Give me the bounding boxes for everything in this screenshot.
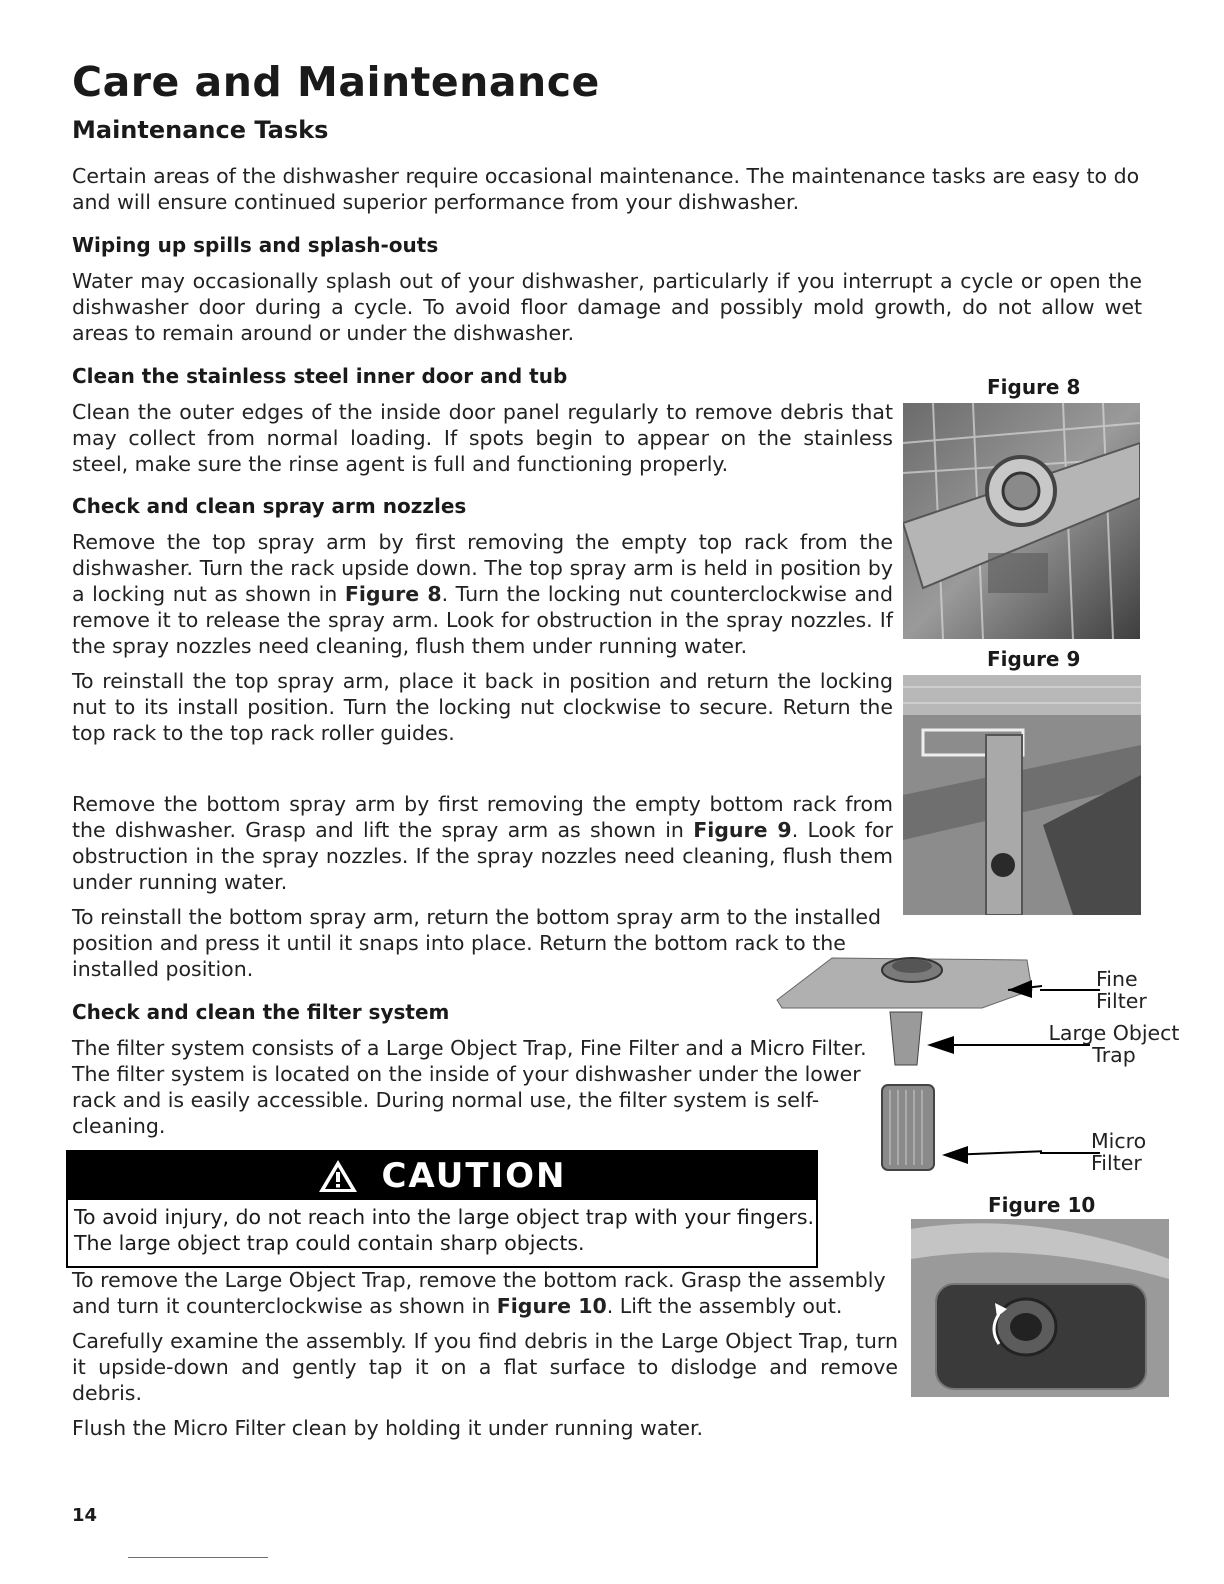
figure-9-image [903,675,1141,915]
spray-p1-text-b: . Turn the locking nut counterclockwise and remove it to release the spray arm. Look for obstruction in the spray nozzles. If the spray nozzles need cleaning, flush them under running water. [72,582,893,658]
caution-title: CAUTION [381,1156,567,1196]
filter-paragraph-4: Flush the Micro Filter clean by holding it under running water. [72,1416,704,1440]
callout-fine-line-2: Filter [1096,989,1147,1013]
figure-10-image [911,1219,1169,1397]
figure-9-label: Figure 9 [987,647,1081,671]
warning-icon [317,1158,359,1194]
bottom-spray-arm-photo [903,675,1141,915]
figure-8-image [903,403,1140,639]
filter-paragraph-1: The filter system consists of a Large Object Trap, Fine Filter and a Micro Filter. The filter system is located on the inside of your dishwasher under the lower rack and is easily accessible. During normal use, the filter system is self-cleaning. [72,1036,867,1138]
filter-heading: Check and clean the filter system [72,1000,450,1024]
spray-p3-text-a: Remove the bottom spray arm by first removing the empty bottom rack from the dishwasher. Grasp and lift the spray arm as shown in [72,792,893,842]
wiping-paragraph: Water may occasionally splash out of your dishwasher, particularly if you interrupt a cycle or open the dishwasher door during a cycle. To avoid floor damage and possibly mold growth, do not allow wet areas to remain around or under the dishwasher. [72,269,1142,345]
wiping-heading: Wiping up spills and splash-outs [72,233,439,257]
spray-arm-locking-nut-photo [903,403,1140,639]
figure-9-reference: Figure 9 [693,818,792,842]
spray-paragraph-1 [72,529,893,659]
caution-banner [68,1152,816,1200]
footer-rule [128,1557,268,1558]
filter-paragraph-2 [72,1267,902,1319]
callout-fine-filter [1096,968,1147,1012]
callout-micro-line-1: Micro [1091,1129,1147,1153]
figure-8-reference: Figure 8 [344,582,442,606]
figure-10-label: Figure 10 [988,1193,1096,1217]
section-title: Maintenance Tasks [72,116,329,144]
intro-paragraph: Certain areas of the dishwasher require occasional maintenance. The maintenance tasks are easy to do and will ensure continued superior performance from your dishwasher. [72,164,1140,214]
callout-large-object-trap [1046,1022,1182,1066]
callout-large-line-2: Trap [1092,1043,1136,1067]
caution-text [74,1204,814,1256]
figure-8-label: Figure 8 [987,375,1081,399]
callout-micro-line-2: Filter [1091,1151,1142,1175]
filter-paragraph-3: Carefully examine the assembly. If you find debris in the Large Object Trap, turn it upside-down and gently tap it on a flat surface to dislodge and remove debris. [72,1329,898,1405]
callout-fine-line-1: Fine [1096,967,1138,991]
spray-paragraph-3 [72,791,893,895]
spray-paragraph-4: To reinstall the bottom spray arm, return the bottom spray arm to the installed position and press it until it snaps into place. Return the bottom rack to the installed position. [72,905,882,981]
spray-paragraph-2: To reinstall the top spray arm, place it back in position and return the locking nut to its install position. Turn the locking nut clockwise to secure. Return the top rack to the top rack roller guides. [72,669,893,745]
page-title: Care and Maintenance [72,58,600,106]
page-number: 14 [72,1505,98,1526]
spray-heading: Check and clean spray arm nozzles [72,494,467,518]
caution-line-1: To avoid injury, do not reach into the large object trap with your fingers. [74,1205,815,1229]
stainless-heading: Clean the stainless steel inner door and tub [72,364,568,388]
figure-10-reference: Figure 10 [496,1294,607,1318]
spray-p3-text-b: . Look for obstruction in the spray nozzles. If the spray nozzles need cleaning, flush them under running water. [72,818,893,894]
callout-large-line-1: Large Object [1048,1021,1180,1045]
filter-assembly-image [772,950,1042,1180]
filter-p2-text-b: . Lift the assembly out. [606,1294,843,1318]
caution-line-2: The large object trap could contain sharp objects. [74,1231,585,1255]
stainless-paragraph: Clean the outer edges of the inside door panel regularly to remove debris that may collect from normal loading. If spots begin to appear on the stainless steel, make sure the rinse agent is full and functioning properly. [72,400,893,476]
callout-micro-filter [1091,1130,1146,1174]
filter-p2-text-a: To remove the Large Object Trap, remove the bottom rack. Grasp the assembly and turn it counterclockwise as shown in [72,1268,886,1318]
filter-assembly-illustration [772,950,1042,1180]
spray-p1-text-a: Remove the top spray arm by first removing the empty top rack from the dishwasher. Turn the rack upside down. The top spray arm is held in position by a locking nut as shown in [72,530,893,606]
caution-box [66,1150,818,1268]
large-object-trap-photo [911,1219,1169,1397]
